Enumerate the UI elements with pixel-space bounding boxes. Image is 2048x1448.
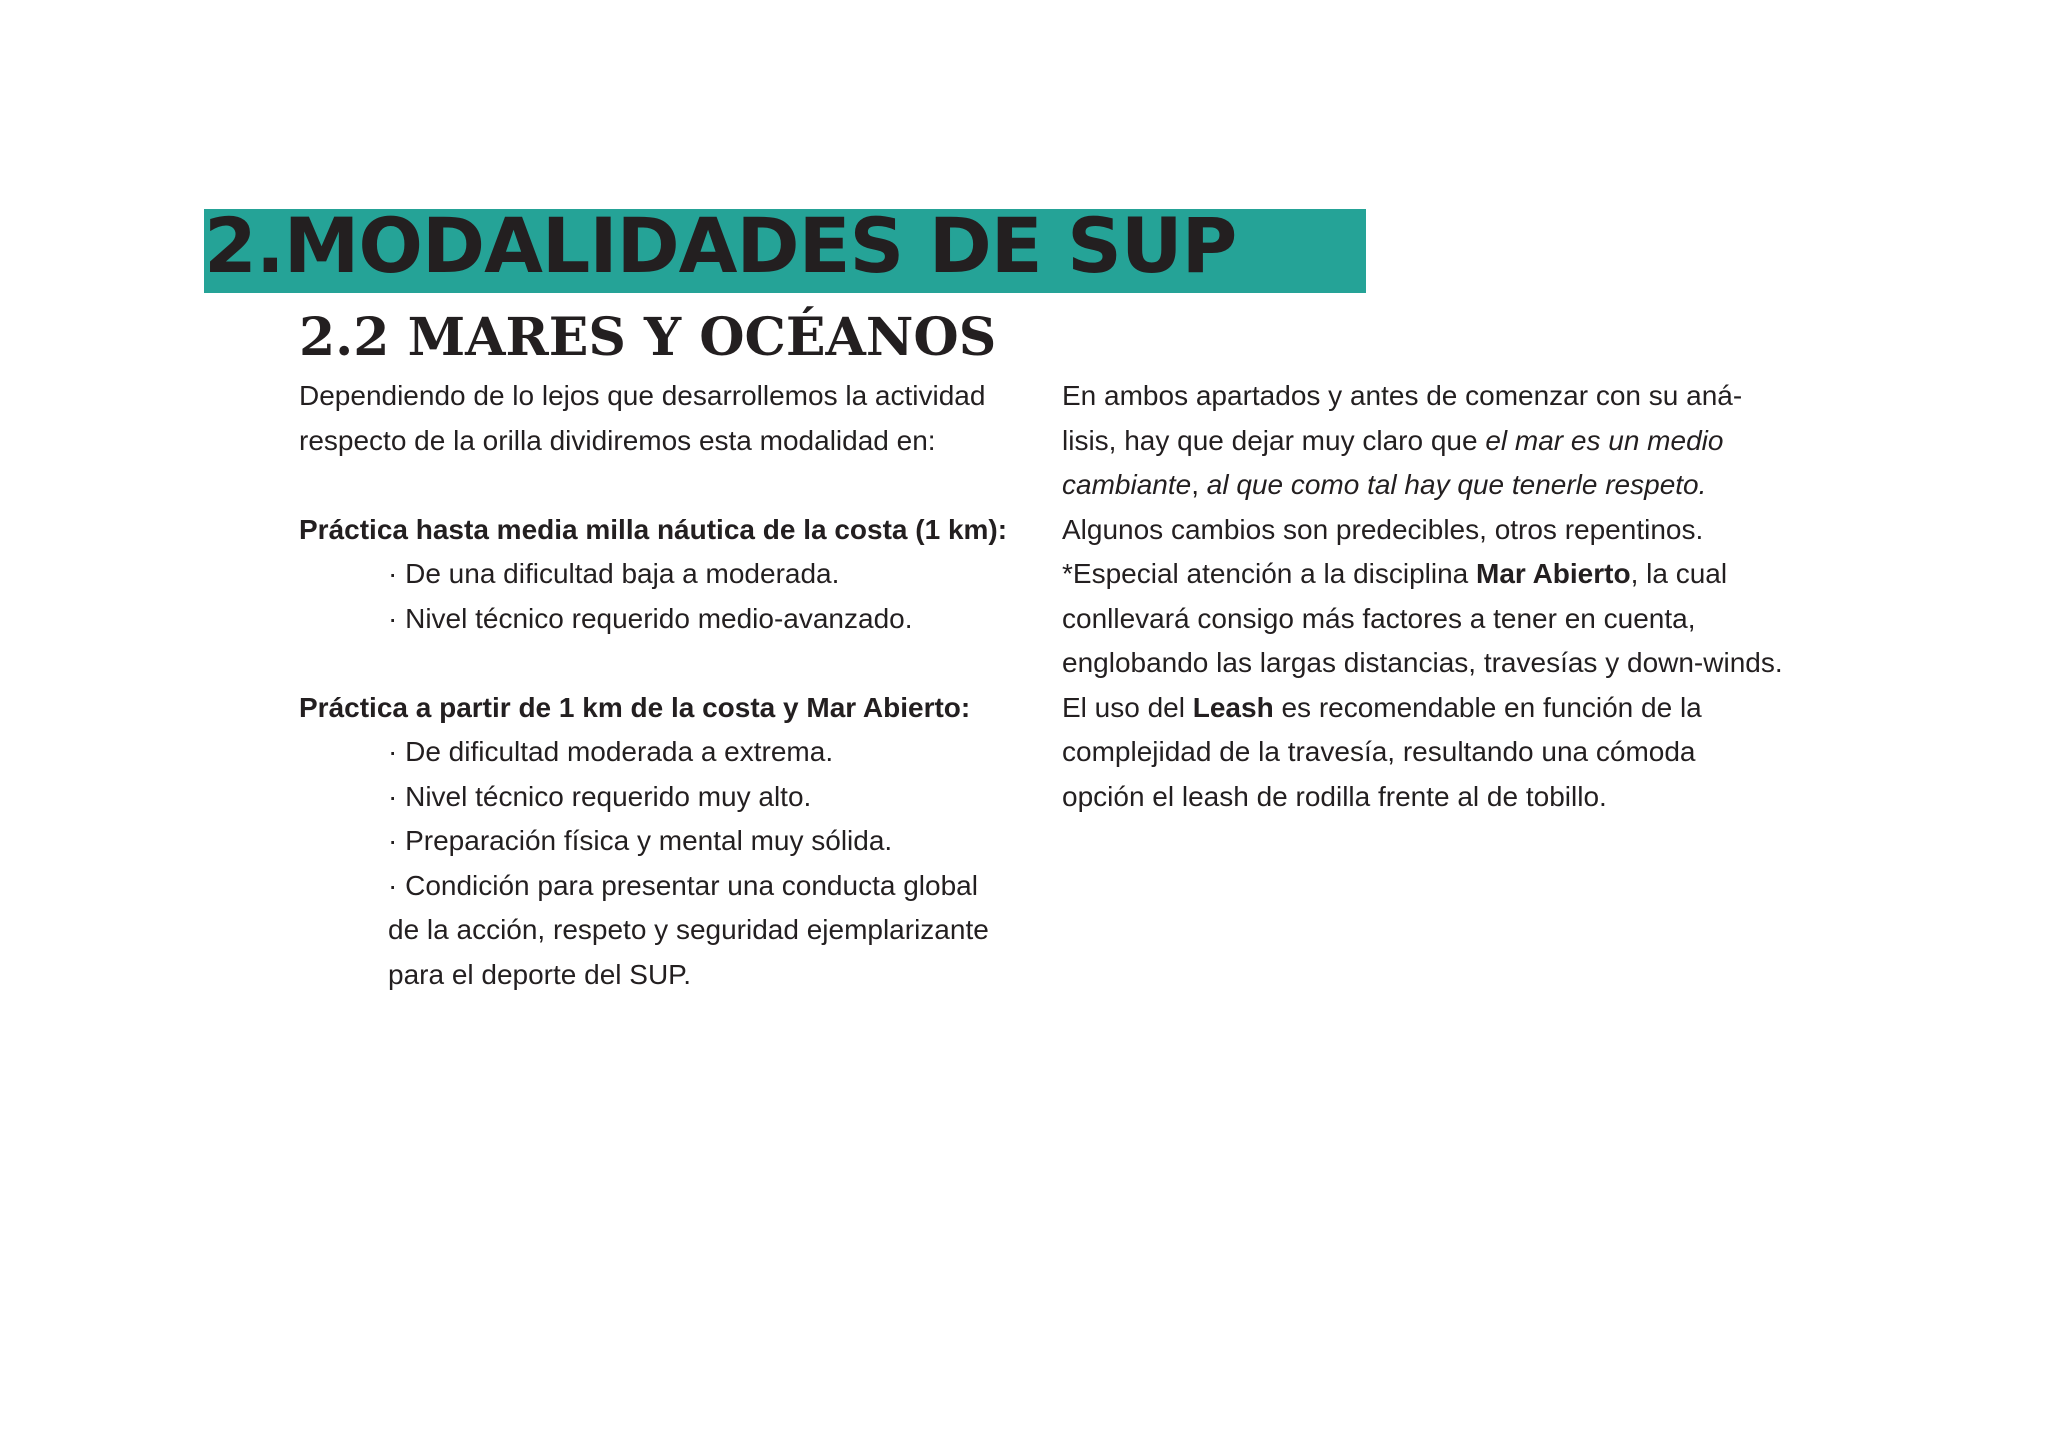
right-line-7: englobando las largas distancias, travesías y down-winds. [1062, 647, 1783, 678]
right-line-8 [1062, 686, 1822, 731]
right-line-8-text-a: El uso del [1062, 691, 1193, 723]
right-column [1062, 374, 1822, 819]
group2-item-4-cont-2: para el deporte del SUP. [388, 958, 692, 990]
right-line-3 [1062, 463, 1822, 508]
right-line-5-text-b: , la cual [1630, 558, 1728, 589]
right-line-4: Algunos cambios son predecibles, otros repentinos. [1062, 513, 1704, 545]
right-line-1: En ambos apartados y antes de comenzar con su aná- [1062, 380, 1743, 411]
blank-line [299, 641, 1039, 686]
intro-line-1: Dependiendo de lo lejos que desarrollemos la actividad [299, 380, 986, 411]
group2-item-4-cont-1: de la acción, respeto y seguridad ejemplarizante [388, 914, 989, 945]
right-line-8-bold: Leash [1192, 691, 1274, 723]
right-line-3-italic-b: al que como tal hay que tenerle respeto. [1206, 469, 1707, 500]
intro-line-2: respecto de la orilla dividiremos esta modalidad en: [299, 424, 936, 456]
left-column [299, 374, 1039, 997]
group1-item-1: · De una dificultad baja a moderada. [388, 558, 840, 589]
right-line-2-italic: el mar es un medio [1485, 424, 1724, 456]
right-line-10: opción el leash de rodilla frente al de tobillo. [1062, 780, 1607, 812]
group1-item-2: · Nivel técnico requerido medio-avanzado. [388, 602, 913, 634]
right-line-2 [1062, 419, 1822, 464]
right-line-8-text-b: es recomendable en función de la [1273, 691, 1702, 723]
group2-item-2: · Nivel técnico requerido muy alto. [388, 780, 812, 812]
right-line-5 [1062, 552, 1822, 597]
right-line-9: complejidad de la travesía, resultando una cómoda [1062, 736, 1696, 767]
group2-item-1: · De dificultad moderada a extrema. [388, 736, 834, 767]
blank-line [299, 463, 1039, 508]
group2-item-4: · Condición para presentar una conducta global [388, 869, 978, 901]
right-line-3-comma: , [1191, 469, 1207, 500]
section-title: 2.2 MARES Y OCÉANOS [299, 307, 997, 368]
right-line-3-italic-a: cambiante [1062, 469, 1192, 500]
chapter-title: 2.MODALIDADES DE SUP [204, 201, 1237, 290]
right-line-2-text: lisis, hay que dejar muy claro que [1062, 424, 1486, 456]
right-line-5-text-a: *Especial atención a la disciplina [1062, 558, 1477, 589]
right-line-6: conllevará consigo más factores a tener en cuenta, [1062, 602, 1696, 634]
right-line-5-bold: Mar Abierto [1476, 558, 1631, 589]
group2-heading: Práctica a partir de 1 km de la costa y Mar Abierto: [299, 691, 971, 723]
group2-item-3: · Preparación física y mental muy sólida. [388, 825, 893, 856]
group1-heading: Práctica hasta media milla náutica de la costa (1 km): [299, 513, 1008, 545]
